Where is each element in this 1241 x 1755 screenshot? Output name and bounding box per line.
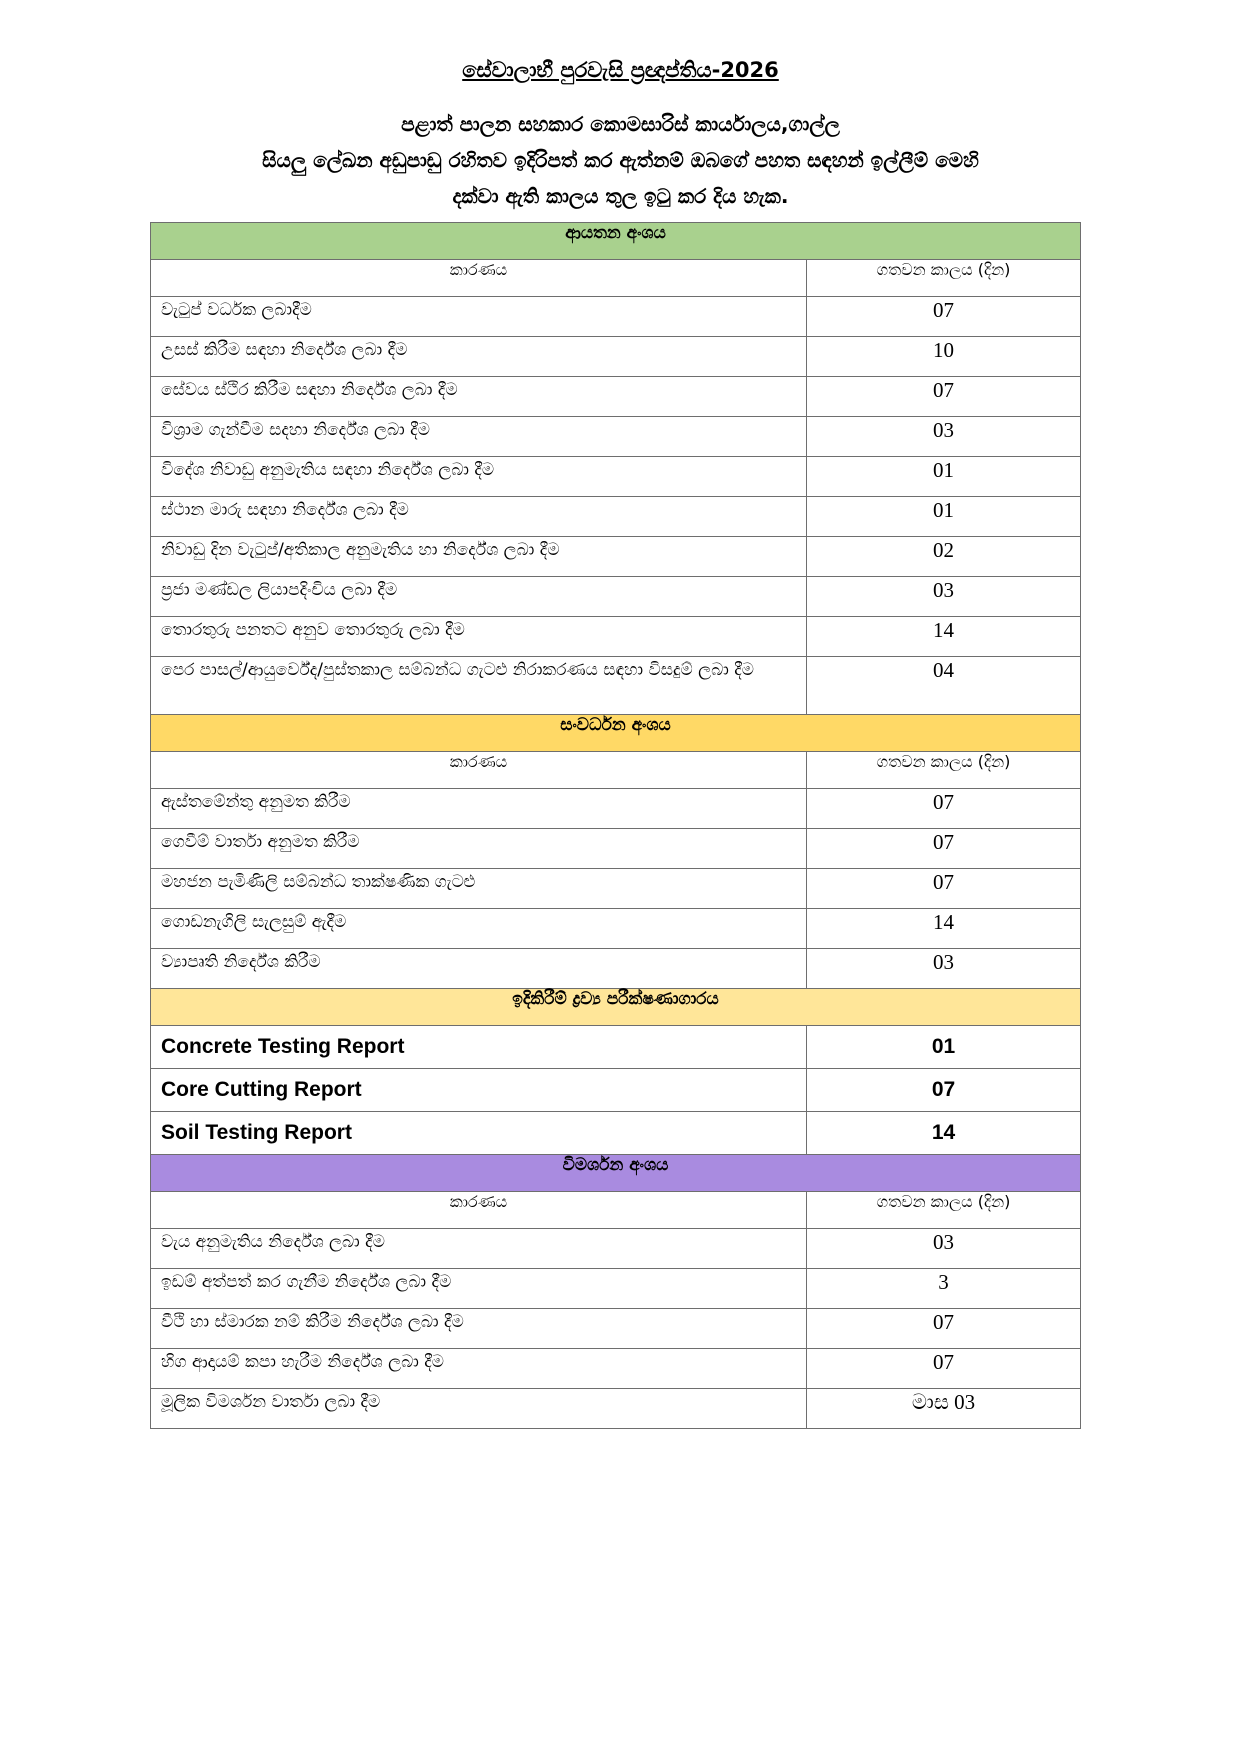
- service-name-cell: විදේශ නිවාඩු අනුමැතිය සඳහා නිර්දේශ ලබා දීම: [151, 457, 807, 497]
- service-name-cell: පෙර පාසල්/ආයුර්වේද/පුස්තකාල සම්බන්ධ ගැටළු නිරාකරණය සඳහා විසදුම් ලබා දීම: [151, 657, 807, 715]
- duration-cell: 03: [807, 417, 1081, 457]
- duration-cell: 03: [807, 1229, 1081, 1269]
- table-row: [151, 1389, 1081, 1429]
- service-name-cell: ගොඩනැගිලි සැලසුම් ඇදීම: [151, 909, 807, 949]
- column-header-row: [151, 260, 1081, 297]
- duration-cell: 01: [807, 497, 1081, 537]
- table-row: [151, 537, 1081, 577]
- duration-cell: මාස 03: [807, 1389, 1081, 1429]
- column-header-row: [151, 752, 1081, 789]
- duration-cell: 10: [807, 337, 1081, 377]
- table-row: [151, 337, 1081, 377]
- table-row: [151, 1349, 1081, 1389]
- duration-cell: 07: [807, 1349, 1081, 1389]
- duration-cell: 07: [807, 789, 1081, 829]
- service-name-cell: වීථි හා ස්මාරක නම් කිරීම නිර්දේශ ලබා දීම: [151, 1309, 807, 1349]
- table-row: [151, 617, 1081, 657]
- service-name-cell: වැටුප් වර්ධක ලබාදීම: [151, 297, 807, 337]
- section-title: විමර්ශන අංශය: [151, 1155, 1081, 1192]
- service-name-cell: සේවය ස්ථිර කිරීම සඳහා නිර්දේශ ලබා දීම: [151, 377, 807, 417]
- column-header-row: [151, 1192, 1081, 1229]
- table-row: [151, 949, 1081, 989]
- duration-cell: 03: [807, 577, 1081, 617]
- service-name-cell: උසස් කිරීම සඳහා නිර්දේශ ලබා දීම: [151, 337, 807, 377]
- subtitle-line: සියලු ලේඛන අඩුපාඩු රහිතව ඉදිරිපත් කර ඇත්නම් ඔබගේ පහත සඳහන් ඉල්ලීම් මෙහි: [262, 148, 979, 172]
- duration-cell: 3: [807, 1269, 1081, 1309]
- service-name-cell: තොරතුරු පනතට අනුව තොරතුරු ලබා දීම: [151, 617, 807, 657]
- table-row: [151, 909, 1081, 949]
- column-header-reason: කාරණය: [151, 752, 807, 789]
- service-name-cell: Core Cutting Report: [151, 1069, 807, 1112]
- service-name-cell: නිවාඩු දින වැටුප්/අතිකාල අනුමැතිය හා නිර්දේශ ලබා දීම: [151, 537, 807, 577]
- table-row: [151, 1229, 1081, 1269]
- service-name-cell: Concrete Testing Report: [151, 1026, 807, 1069]
- column-header-reason: කාරණය: [151, 260, 807, 297]
- table-row: [151, 417, 1081, 457]
- document-subtitle: [116, 106, 1126, 214]
- table-row: [151, 1269, 1081, 1309]
- duration-cell: 03: [807, 949, 1081, 989]
- column-header-days: ගතවන කාලය (දින): [807, 752, 1081, 789]
- service-name-cell: හිග ආදායම් කපා හැරීම නිර්දේශ ලබා දීම: [151, 1349, 807, 1389]
- column-header-reason: කාරණය: [151, 1192, 807, 1229]
- table-row: [151, 577, 1081, 617]
- service-name-cell: ස්ථාන මාරු සඳහා නිර්දේශ ලබා දීම: [151, 497, 807, 537]
- table-row: [151, 1309, 1081, 1349]
- table-row: [151, 497, 1081, 537]
- table-row: [151, 1112, 1081, 1155]
- duration-cell: 14: [807, 909, 1081, 949]
- duration-cell: 14: [807, 617, 1081, 657]
- service-charter-table: [150, 222, 1081, 1429]
- subtitle-line: පළාත් පාලන සහකාර කොමසාරිස් කාර්යාලය,ගාල්ල: [401, 112, 840, 136]
- service-name-cell: ව්‍යාපෘති නිර්දේශ කිරීම: [151, 949, 807, 989]
- section-title: ඉදිකිරීම් ද්‍රව්‍ය පරීක්ෂණාගාරය: [151, 989, 1081, 1026]
- duration-cell: 02: [807, 537, 1081, 577]
- table-row: [151, 657, 1081, 715]
- section-header-row: [151, 1155, 1081, 1192]
- table-row: [151, 297, 1081, 337]
- duration-cell: 07: [807, 1309, 1081, 1349]
- service-name-cell: ප්‍රජා මණ්ඩල ලියාපදිංචිය ලබා දීම: [151, 577, 807, 617]
- table-row: [151, 1026, 1081, 1069]
- service-name-cell: ඉඩම් අත්පත් කර ගැනීම නිර්දේශ ලබා දීම: [151, 1269, 807, 1309]
- section-title: සංවර්ධන අංශය: [151, 715, 1081, 752]
- column-header-days: ගතවන කාලය (දින): [807, 1192, 1081, 1229]
- duration-cell: 07: [807, 829, 1081, 869]
- section-header-row: [151, 223, 1081, 260]
- section-header-row: [151, 989, 1081, 1026]
- duration-cell: 01: [807, 1026, 1081, 1069]
- duration-cell: 01: [807, 457, 1081, 497]
- table-row: [151, 457, 1081, 497]
- table-row: [151, 829, 1081, 869]
- document-header: [0, 48, 1241, 214]
- column-header-days: ගතවන කාලය (දින): [807, 260, 1081, 297]
- service-name-cell: Soil Testing Report: [151, 1112, 807, 1155]
- service-name-cell: මහජන පැමිණිලි සම්බන්ධ තාක්ෂණික ගැටළු: [151, 869, 807, 909]
- service-name-cell: ඇස්තමේන්තු අනුමත කිරීම: [151, 789, 807, 829]
- service-name-cell: මූලික විමර්ශන වාර්තා ලබා දීම: [151, 1389, 807, 1429]
- table-row: [151, 377, 1081, 417]
- duration-cell: 07: [807, 377, 1081, 417]
- document-title: සේවාලාභී පුරවැසි ප්‍රඥප්තිය-2026: [462, 58, 779, 82]
- duration-cell: 14: [807, 1112, 1081, 1155]
- duration-cell: 07: [807, 297, 1081, 337]
- duration-cell: 07: [807, 1069, 1081, 1112]
- duration-cell: 07: [807, 869, 1081, 909]
- service-name-cell: වැය අනුමැතිය නිර්දේශ ලබා දීම: [151, 1229, 807, 1269]
- section-header-row: [151, 715, 1081, 752]
- duration-cell: 04: [807, 657, 1081, 715]
- service-name-cell: ගෙවීම් වාර්තා අනුමත කිරීම: [151, 829, 807, 869]
- table-row: [151, 869, 1081, 909]
- service-charter-table-body: [151, 223, 1081, 1429]
- table-row: [151, 1069, 1081, 1112]
- section-title: ආයතන අංශය: [151, 223, 1081, 260]
- subtitle-line: දක්වා ඇති කාලය තුල ඉටු කර දිය හැක.: [452, 184, 789, 208]
- table-row: [151, 789, 1081, 829]
- service-name-cell: විශ්‍රාම ගැන්වීම සදහා නිර්දේශ ලබා දීම: [151, 417, 807, 457]
